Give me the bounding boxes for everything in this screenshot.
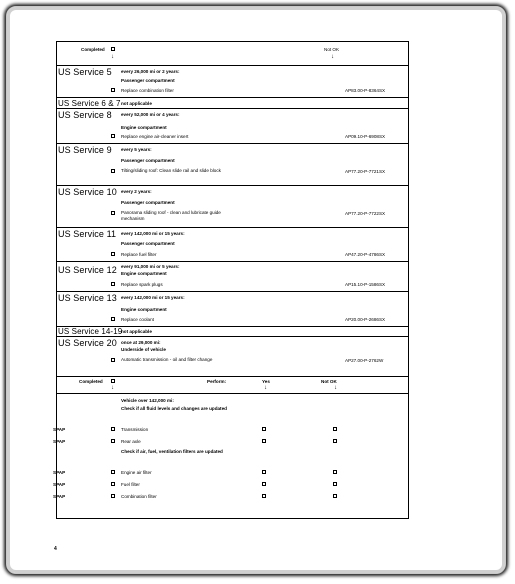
- task-checkbox[interactable]: [111, 358, 115, 362]
- task-code: AP20.00-P-2686SX: [345, 317, 386, 322]
- service-name: US Service 9: [58, 145, 112, 155]
- service-row: [57, 98, 408, 109]
- task-label: Tilting/sliding roof: Clean slide rail and slide block: [121, 168, 221, 173]
- not-ok-checkbox[interactable]: [333, 439, 337, 443]
- yes-checkbox[interactable]: [262, 470, 266, 474]
- task-code: AP47.20-P-4786SX: [345, 252, 386, 257]
- task-label: Replace spark plugs: [121, 282, 163, 287]
- not-ok-label: Not OK: [321, 379, 337, 384]
- not-ok-checkbox[interactable]: [333, 427, 337, 431]
- inspection-header: [57, 377, 408, 394]
- service-name: US Service 11: [58, 229, 117, 239]
- service-interval: once at 29,000 mi:: [121, 340, 161, 345]
- yes-label: Yes: [262, 379, 270, 384]
- task-code: AP15.10-P-1586SX: [345, 282, 386, 287]
- service-group: Engine compartment: [121, 307, 167, 312]
- service-group: Engine compartment: [121, 125, 167, 130]
- completed-checkbox[interactable]: [111, 494, 115, 498]
- service-interval: every 2 years:: [121, 189, 152, 194]
- service-row: [57, 292, 408, 327]
- service-group: Passenger compartment: [121, 78, 175, 83]
- item-label: Combination filter: [121, 494, 157, 499]
- item-label: Engine air filter: [121, 470, 152, 475]
- service-group: Engine compartment: [121, 271, 167, 276]
- service-name: US Service 20: [58, 338, 117, 348]
- task-code: AP09.10-P-6908SX: [345, 134, 386, 139]
- completed-arrow: ↓: [111, 54, 114, 60]
- completed-checkbox[interactable]: [111, 47, 115, 51]
- task-checkbox[interactable]: [111, 134, 115, 138]
- inspection-body: [53, 394, 408, 518]
- completed-label: Completed: [81, 47, 105, 52]
- not-ok-label: Not OK: [324, 47, 340, 52]
- completed-checkbox[interactable]: [111, 470, 115, 474]
- service-interval: every 142,000 mi or 15 years:: [121, 231, 185, 236]
- item-tag: SPAP: [53, 439, 66, 444]
- service-name: US Service 8: [58, 110, 112, 120]
- yes-checkbox[interactable]: [262, 439, 266, 443]
- service-group: Passenger compartment: [121, 200, 175, 205]
- task-checkbox[interactable]: [111, 317, 115, 321]
- task-code: AP77.20-P-7721SX: [345, 169, 386, 174]
- item-label: Fuel filter: [121, 482, 140, 487]
- item-label: Rear axle: [121, 439, 141, 444]
- service-name: US Service 14-19: [58, 327, 123, 336]
- task-label: Replace fuel filter: [121, 252, 157, 257]
- service-interval: every 26,000 mi or 2 years:: [121, 69, 180, 74]
- completed-checkbox[interactable]: [111, 439, 115, 443]
- check-filters-note: Check if air, fuel, ventilation filters are updated: [121, 449, 223, 454]
- task-code: AP27.00-P-2762W: [345, 358, 384, 363]
- task-checkbox[interactable]: [111, 88, 115, 92]
- service-row: [57, 228, 408, 262]
- service-interval: not applicable: [121, 101, 152, 106]
- service-row: [57, 66, 408, 98]
- service-group: Passenger compartment: [121, 241, 175, 246]
- not-ok-checkbox[interactable]: [333, 482, 337, 486]
- checklist-header: [57, 42, 408, 66]
- service-name: US Service 6 & 7: [58, 99, 121, 108]
- task-label: Replace combination filter: [121, 88, 174, 93]
- task-label: Panorama sliding roof - clean and lubricate guide mechanism: [121, 210, 221, 221]
- service-row: [57, 109, 408, 144]
- completed-checkbox[interactable]: [111, 379, 115, 383]
- item-tag: SPAP: [53, 427, 66, 432]
- service-row: [57, 337, 408, 377]
- service-interval: every 5 years:: [121, 147, 152, 152]
- check-fluids-note: Check if all fluid levels and changes are updated: [121, 406, 227, 411]
- task-code: AP77.20-P-7722SX: [345, 211, 386, 216]
- task-checkbox[interactable]: [111, 211, 115, 215]
- service-interval: not applicable: [121, 329, 152, 334]
- not-ok-arrow: ↓: [331, 54, 334, 60]
- page-number: 4: [54, 546, 57, 552]
- task-code: AP83.00-P-8364SX: [345, 88, 386, 93]
- yes-checkbox[interactable]: [262, 494, 266, 498]
- perform-label: Perform:: [207, 379, 227, 384]
- task-checkbox[interactable]: [111, 282, 115, 286]
- completed-label: Completed: [79, 379, 103, 384]
- yes-arrow: ↓: [264, 385, 267, 391]
- service-name: US Service 12: [58, 265, 117, 275]
- completed-checkbox[interactable]: [111, 427, 115, 431]
- service-checklist: [53, 41, 409, 519]
- vehicle-condition: Vehicle over 142,000 mi:: [121, 398, 174, 403]
- task-checkbox[interactable]: [111, 252, 115, 256]
- not-ok-checkbox[interactable]: [333, 494, 337, 498]
- task-checkbox[interactable]: [111, 169, 115, 173]
- item-tag: SPAP: [53, 494, 66, 499]
- completed-arrow: ↓: [111, 385, 114, 391]
- service-name: US Service 10: [58, 187, 117, 197]
- service-group: Underside of vehicle: [121, 347, 166, 352]
- yes-checkbox[interactable]: [262, 482, 266, 486]
- service-name: US Service 13: [58, 293, 117, 303]
- service-row: [57, 186, 408, 228]
- yes-checkbox[interactable]: [262, 427, 266, 431]
- task-label: Automatic transmission - oil and filter change: [121, 357, 213, 362]
- service-group: Passenger compartment: [121, 158, 175, 163]
- completed-checkbox[interactable]: [111, 482, 115, 486]
- item-tag: SPAP: [53, 482, 66, 487]
- service-row: [57, 327, 408, 337]
- service-interval: every 52,000 mi or 4 years:: [121, 112, 180, 117]
- task-label: Replace coolant: [121, 317, 154, 322]
- item-label: Transmission: [121, 427, 149, 432]
- service-row: [57, 262, 408, 292]
- not-ok-checkbox[interactable]: [333, 470, 337, 474]
- task-label: Replace engine air-cleaner insert: [121, 134, 189, 139]
- service-interval: every 142,000 mi or 15 years:: [121, 295, 185, 300]
- item-tag: SPAP: [53, 470, 66, 475]
- service-name: US Service 5: [58, 67, 112, 77]
- service-interval: every 91,000 mi or 5 years:: [121, 264, 180, 269]
- not-ok-arrow: ↓: [334, 385, 337, 391]
- service-row: [57, 144, 408, 186]
